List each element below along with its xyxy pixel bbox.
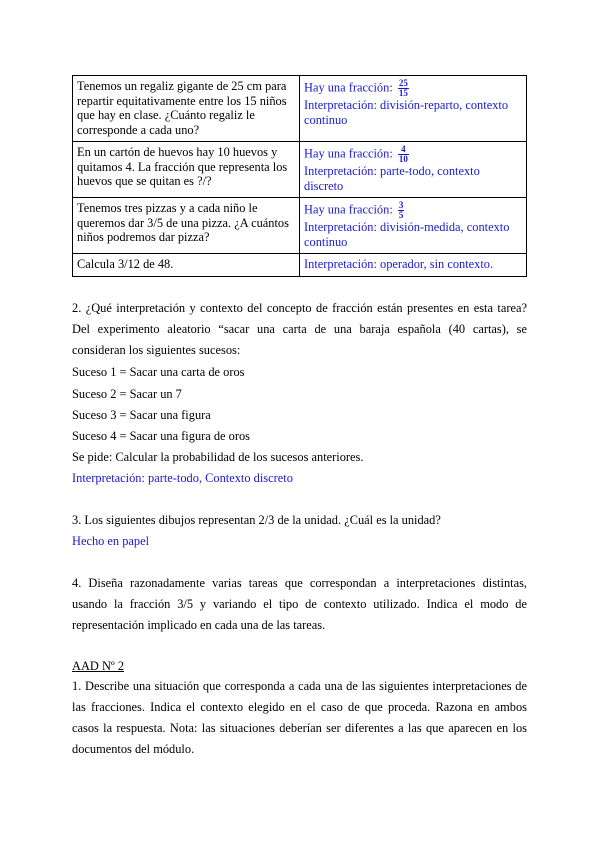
event-3: Suceso 3 = Sacar una figura (72, 408, 211, 422)
question-2-answer: Interpretación: parte-todo, Contexto discreto (72, 471, 293, 485)
answer-cell (300, 198, 527, 254)
interpretation-text: Interpretación: parte-todo, contexto discreto (304, 164, 480, 193)
task-cell: Tenemos un regaliz gigante de 25 cm para repartir equitativamente entre los 15 niños que hay en clase. ¿Cuánto regaliz le corresponde a cada uno? (73, 76, 300, 142)
event-2: Suceso 2 = Sacar un 7 (72, 387, 182, 401)
answer-cell (300, 76, 527, 142)
interpretation-text: Interpretación: división-medida, contexto continuo (304, 220, 510, 249)
fraction-label: Hay una fracción: (304, 80, 393, 95)
question-4-text: 4. Diseña razonadamente varias tareas que correspondan a interpretaciones distintas, usando la fracción 3/5 y variando el tipo de contexto utilizado. Indica el modo de representación implicado en cada una de las tareas. (72, 576, 527, 632)
aad-question-1-text: 1. Describe una situación que corresponda a cada una de las siguientes interpretaciones de las fracciones. Indica el contexto elegido en el caso de que proceda. Razona en ambos casos la respuesta. Nota: las situaciones deberían ser diferentes a las que aparecen en los documentos del módulo. (72, 679, 527, 756)
interpretation-text: Interpretación: división-reparto, contexto continuo (304, 98, 509, 127)
fraction-denominator: 15 (398, 88, 408, 98)
event-4: Suceso 4 = Sacar una figura de oros (72, 429, 250, 443)
table-row (73, 254, 527, 277)
answer-cell (300, 142, 527, 198)
question-2-text: 2. ¿Qué interpretación y contexto del concepto de fracción están presentes en esta tarea? Del experimento aleatorio “sacar una carta de una baraja española (40 cartas), se consideran los siguientes sucesos: (72, 301, 527, 357)
fraction-numerator: 3 (398, 200, 404, 210)
fraction (398, 79, 409, 98)
question-3-answer: Hecho en papel (72, 534, 150, 548)
fraction-numerator: 4 (398, 145, 409, 155)
question-2-ask: Se pide: Calcular la probabilidad de los sucesos anteriores. (72, 450, 364, 464)
fraction-label: Hay una fracción: (304, 202, 393, 217)
table-row (73, 76, 527, 142)
fraction-denominator: 10 (398, 154, 408, 164)
fraction-label: Hay una fracción: (304, 146, 393, 161)
task-cell: Calcula 3/12 de 48. (73, 254, 300, 277)
interpretation-text: Interpretación: operador, sin contexto. (304, 257, 494, 271)
task-cell: Tenemos tres pizzas y a cada niño le queremos dar 3/5 de una pizza. ¿A cuántos niños podremos dar pizza? (73, 198, 300, 254)
fraction-denominator: 5 (398, 210, 404, 220)
event-1: Suceso 1 = Sacar una carta de oros (72, 365, 245, 379)
task-cell: En un cartón de huevos hay 10 huevos y quitamos 4. La fracción que representa los huevos que se quitan es ?/? (73, 142, 300, 198)
fraction (398, 201, 405, 220)
table-row (73, 142, 527, 198)
answer-cell (300, 254, 527, 277)
fraction (398, 145, 409, 164)
aad-heading: AAD Nº 2 (72, 659, 125, 673)
question-3-text: 3. Los siguientes dibujos representan 2/3 de la unidad. ¿Cuál es la unidad? (72, 513, 441, 527)
table-row (73, 198, 527, 254)
tasks-table (72, 75, 527, 277)
fraction-numerator: 25 (398, 78, 408, 88)
